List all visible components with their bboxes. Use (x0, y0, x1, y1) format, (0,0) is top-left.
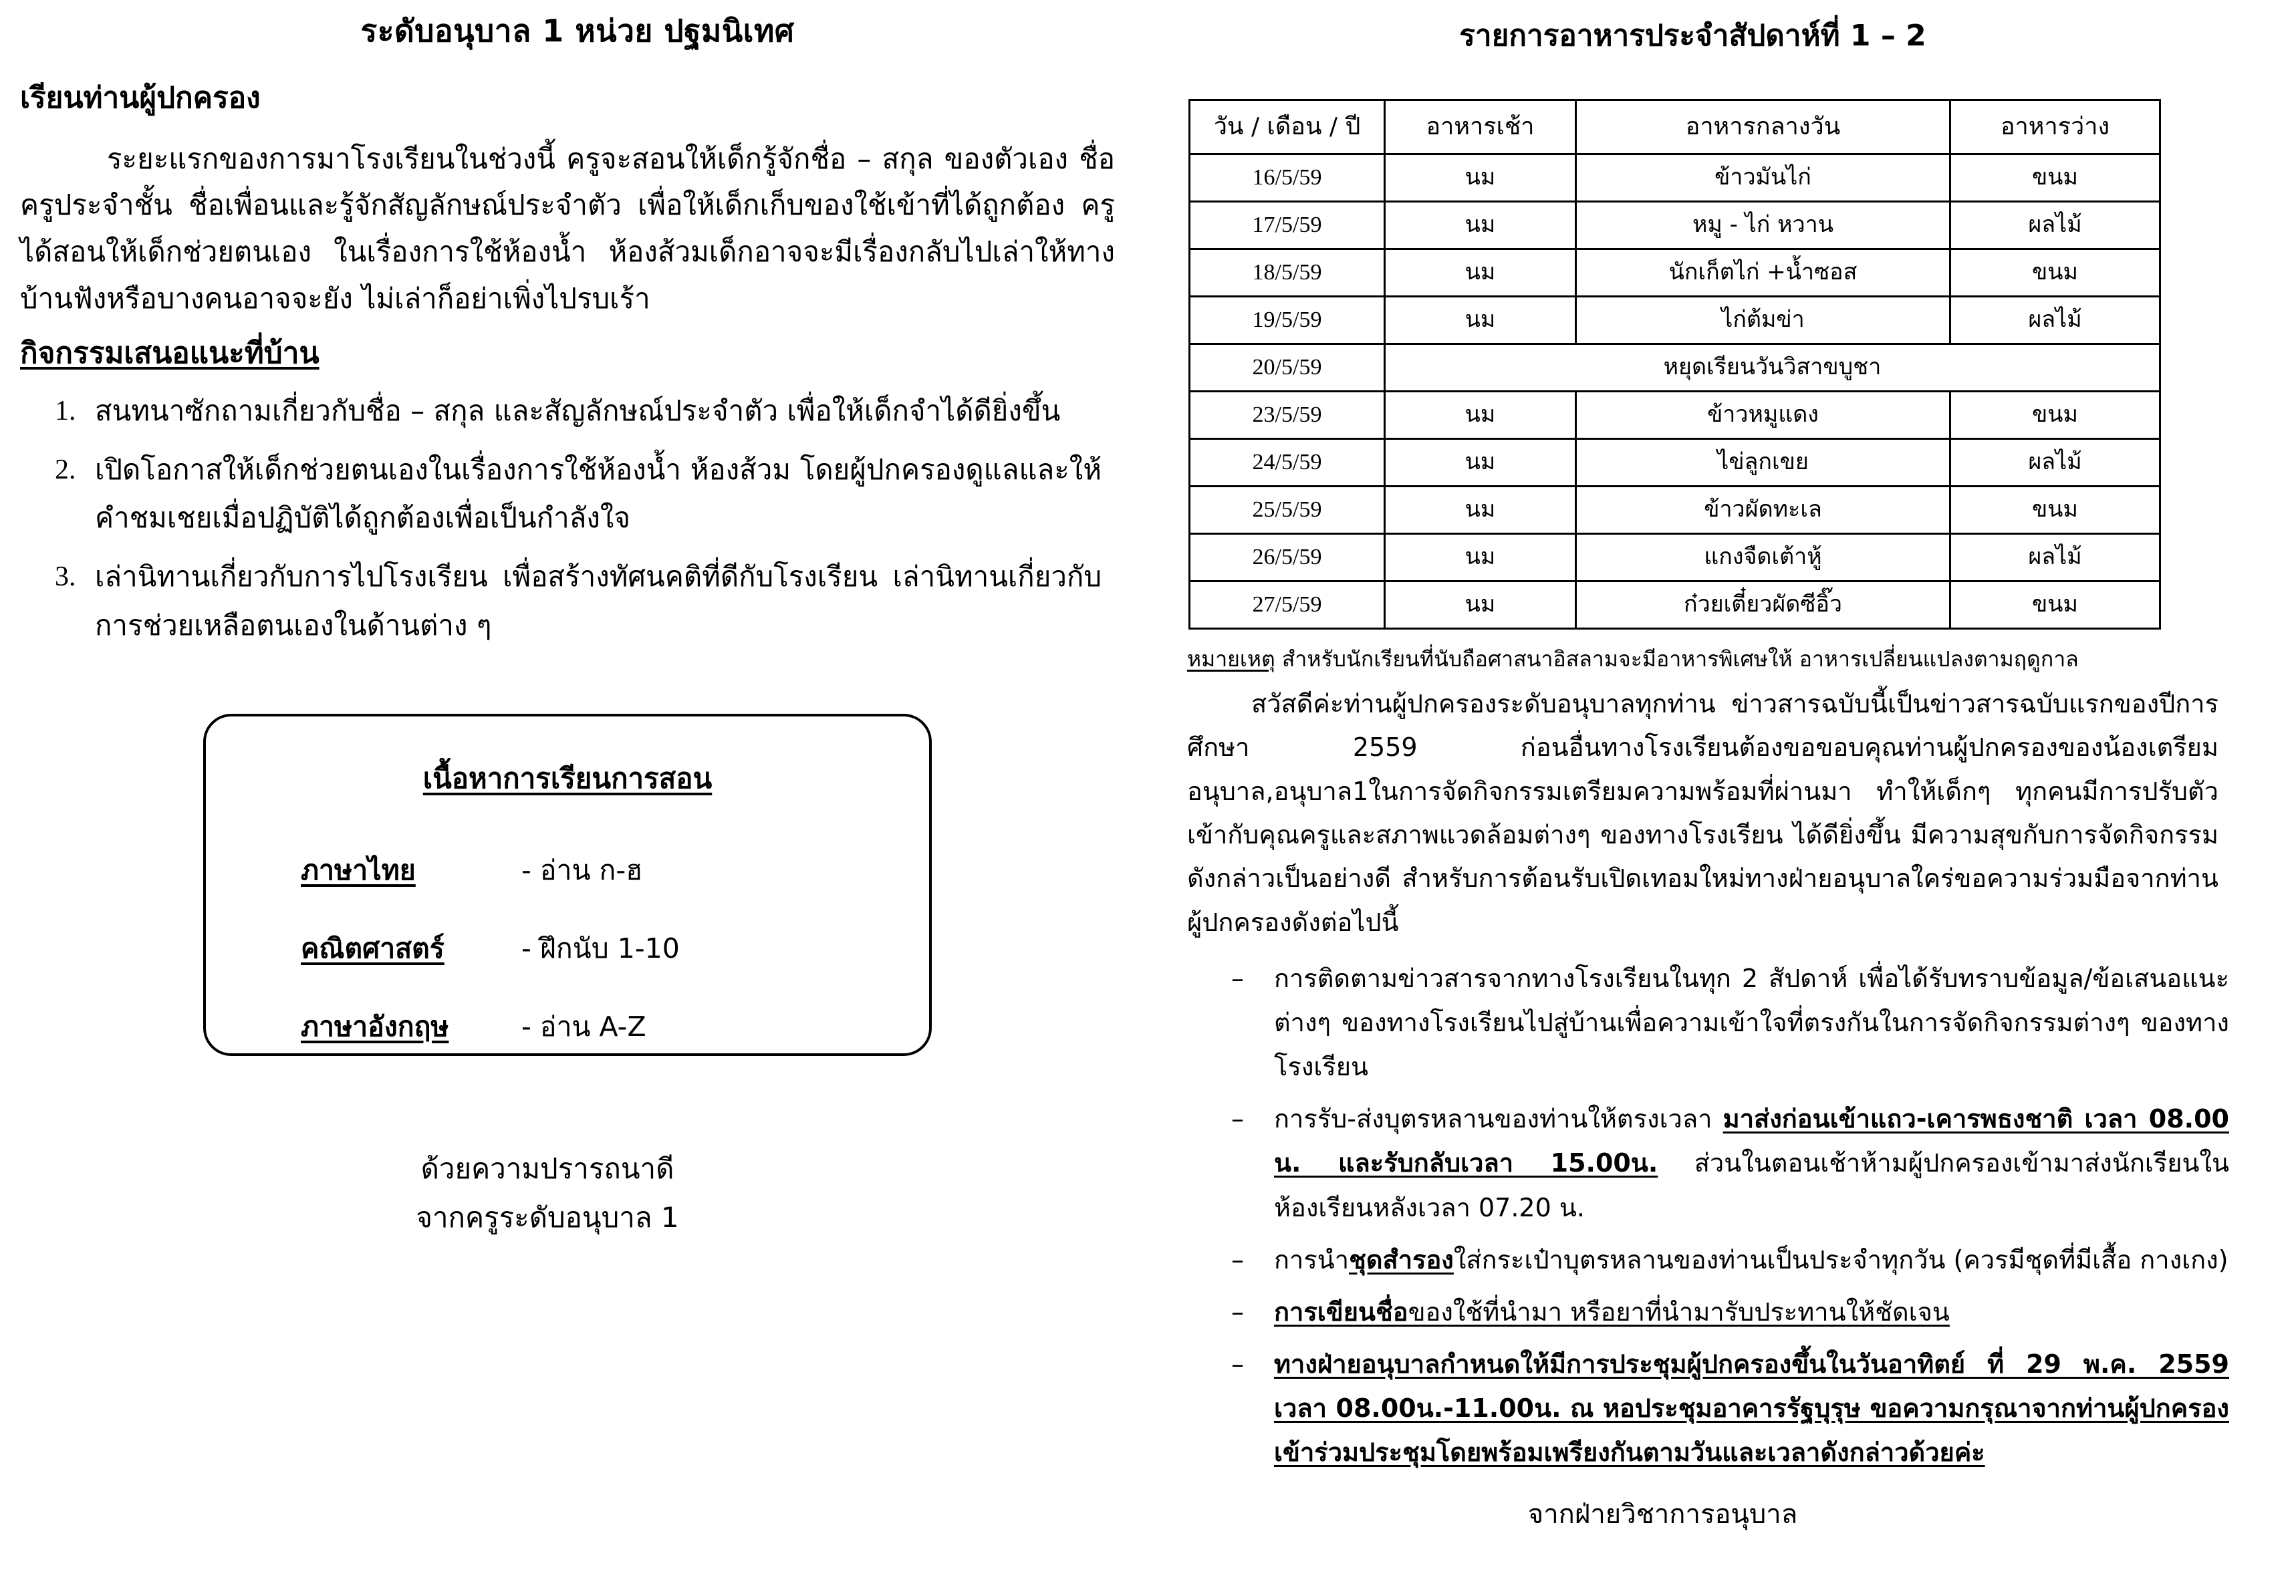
subject-name: ภาษาไทย (301, 853, 416, 886)
subject-name: คณิตศาสตร์ (301, 932, 444, 964)
notice-segment-emphasis: ชุดสำรอง (1349, 1244, 1454, 1275)
cell-lunch: ไข่ลูกเขย (1576, 439, 1950, 487)
notice-list-item (1223, 956, 2229, 1089)
notice-segment-emphasis: ทางฝ่ายอนุบาลกำหนดให้มีการประชุมผู้ปกครองขึ้นในวันอาทิตย์ ที่ 29 พ.ค. 2559 เวลา 08.00น.-11.00น. ณ หอประชุมอาคารรัฐบุรุษ ขอความกรุณาจากท่านผู้ปกครองเข้าร่วมประชุมโดยพร้อมเพรียงกันตามวันและเวลาดังกล่าวด้วยค่ะ (1274, 1349, 2229, 1468)
cell-snack: ผลไม้ (1950, 202, 2160, 249)
cell-snack: ขนม (1950, 487, 2160, 534)
activity-list-item: สนทนาซักถามเกี่ยวกับชื่อ – สกุล และสัญลักษณ์ประจำตัว เพื่อให้เด็กจำได้ดียิ่งขึ้น (95, 394, 1061, 427)
notice-segment: ส่วนในตอนเช้าห้ามผู้ปกครองเข้ามาส่งนักเรียนในห้องเรียนหลังเวลา 07.20 น. (1274, 1148, 2229, 1222)
cell-lunch: ข้าวหมูแดง (1576, 392, 1950, 439)
left-column-title: ระดับอนุบาล 1 หน่วย ปฐมนิเทศ (360, 13, 795, 49)
table-row (1190, 534, 2160, 581)
curriculum-box-title-text: เนื้อหาการเรียนการสอน (422, 761, 713, 795)
curriculum-box (203, 714, 932, 1056)
subject-description: - อ่าน ก-ฮ (521, 853, 643, 886)
column-header-lunch: อาหารกลางวัน (1576, 100, 1950, 154)
table-row (1190, 202, 2160, 249)
cell-date: 16/5/59 (1190, 154, 1385, 202)
right-column (1150, 0, 2296, 1596)
cell-breakfast: นม (1385, 439, 1576, 487)
curriculum-box-title (246, 757, 889, 801)
cell-breakfast: นม (1385, 581, 1576, 629)
cell-lunch: หมู - ไก่ หวาน (1576, 202, 1950, 249)
subject-name: ภาษาอังกฤษ (301, 1010, 449, 1043)
notice-list-item (1223, 1342, 2229, 1474)
cell-breakfast: นม (1385, 487, 1576, 534)
notice-list-item (1223, 1097, 2229, 1229)
cell-breakfast: นม (1385, 297, 1576, 344)
cell-date: 20/5/59 (1190, 344, 1385, 392)
table-row (1190, 392, 2160, 439)
cell-lunch: ไก่ต้มข่า (1576, 297, 1950, 344)
notice-segment: การนำ (1274, 1244, 1350, 1275)
notice-segment: การรับ-ส่งบุตรหลานของท่านให้ตรงเวลา (1274, 1104, 1723, 1134)
cell-holiday-note: หยุดเรียนวันวิสาขบูชา (1385, 344, 2160, 392)
table-row (1190, 249, 2160, 297)
subject-description: - อ่าน A-Z (521, 1010, 646, 1043)
right-closing-signature: จากฝ่ายวิชาการอนุบาล (1527, 1499, 1798, 1531)
cell-snack: ผลไม้ (1950, 297, 2160, 344)
subject-row (246, 849, 889, 892)
cell-date: 27/5/59 (1190, 581, 1385, 629)
greeting-paragraph: สวัสดีค่ะท่านผู้ปกครองระดับอนุบาลทุกท่าน ข่าวสารฉบับนี้เป็นข่าวสารฉบับแรกของปีการศึกษา 2559 ก่อนอื่นทางโรงเรียนต้องขอขอบคุณท่านผู้ปกครองของน้องเตรียมอนุบาล,อนุบาล1ในการจัดกิจกรรมเตรียมความพร้อมที่ผ่านมา ทำให้เด็กๆ ทุกคนมีการปรับตัว เข้ากับคุณครูและสภาพแวดล้อมต่างๆ ของทางโรงเรียน ได้ดียิ่งขึ้น มีความสุขกับการจัดกิจกรรมดังกล่าวเป็นอย่างดี สำหรับการต้อนรับเปิดเทอมใหม่ทางฝ่ายอนุบาลใคร่ขอความร่วมมือจากท่านผู้ปกครองดังต่อไปนี้ (1187, 688, 2218, 937)
cell-breakfast: นม (1385, 392, 1576, 439)
closing-line-signature: จากครูระดับอนุบาล 1 (416, 1201, 679, 1234)
subject-row (246, 1005, 889, 1049)
table-row (1190, 297, 2160, 344)
table-footnote-text: สำหรับนักเรียนที่นับถือศาสนาอิสลามจะมีอาหารพิเศษให้ อาหารเปลี่ยนแปลงตามฤดูกาล (1275, 646, 2079, 672)
cell-snack: ผลไม้ (1950, 534, 2160, 581)
activity-list-item: เล่านิทานเกี่ยวกับการไปโรงเรียน เพื่อสร้างทัศนคติที่ดีกับโรงเรียน เล่านิทานเกี่ยวกับการช่วยเหลือตนเองในด้านต่าง ๆ (95, 560, 1102, 642)
table-row (1190, 581, 2160, 629)
menu-title: รายการอาหารประจำสัปดาห์ที่ 1 – 2 (1459, 19, 1926, 53)
table-row-holiday (1190, 344, 2160, 392)
cell-lunch: ข้าวมันไก่ (1576, 154, 1950, 202)
cell-breakfast: นม (1385, 534, 1576, 581)
cell-lunch: ก๋วยเตี๋ยวผัดซีอิ๊ว (1576, 581, 1950, 629)
notice-list (1223, 956, 2229, 1474)
cell-snack: ขนม (1950, 392, 2160, 439)
notice-list-item (1223, 1238, 2229, 1282)
notice-list-item (1223, 1290, 2229, 1334)
cell-breakfast: นม (1385, 202, 1576, 249)
activity-list-item: เปิดโอกาสให้เด็กช่วยตนเองในเรื่องการใช้ห้องน้ำ ห้องส้วม โดยผู้ปกครองดูแลและให้คำชมเชยเมื่อปฏิบัติได้ถูกต้องเพื่อเป็นกำลังใจ (95, 452, 1102, 535)
notice-segment-emphasis: การเขียนชื่อ (1274, 1297, 1408, 1327)
activity-list (20, 387, 1115, 650)
column-header-breakfast: อาหารเช้า (1385, 100, 1576, 154)
cell-date: 25/5/59 (1190, 487, 1385, 534)
cell-lunch: แกงจืดเต้าหู้ (1576, 534, 1950, 581)
notice-segment-emphasis: มาส่งก่อนเข้าแถว-เคารพธงชาติ เวลา 08.00 น. และรับกลับเวลา 15.00น. (1274, 1104, 2229, 1178)
cell-lunch: ข้าวผัดทะเล (1576, 487, 1950, 534)
salutation: เรียนท่านผู้ปกครอง (20, 80, 261, 115)
cell-date: 18/5/59 (1190, 249, 1385, 297)
notice-segment: การติดตามข่าวสารจากทางโรงเรียนในทุก 2 สัปดาห์ เพื่อได้รับทราบข้อมูล/ข้อเสนอแนะต่างๆ ของทางโรงเรียนไปสู่บ้านเพื่อความเข้าใจที่ตรงกันในการจัดกิจกรรมต่างๆ ของทางโรงเรียน (1274, 963, 2229, 1082)
cell-breakfast: นม (1385, 249, 1576, 297)
table-header-row (1190, 100, 2160, 154)
cell-snack: ขนม (1950, 249, 2160, 297)
cell-date: 24/5/59 (1190, 439, 1385, 487)
intro-paragraph: ระยะแรกของการมาโรงเรียนในช่วงนี้ ครูจะสอนให้เด็กรู้จักชื่อ – สกุล ของตัวเอง ชื่อครูประจำชั้น ชื่อเพื่อนและรู้จักสัญลักษณ์ประจำตัว เพื่อให้เด็กเก็บของใช้เข้าที่ได้ถูกต้อง ครูได้สอนให้เด็กช่วยตนเอง ในเรื่องการใช้ห้องน้ำ ห้องส้วมเด็กอาจจะมีเรื่องกลับไปเล่าให้ทางบ้านฟังหรือบางคนอาจจะยัง ไม่เล่าก็อย่าเพิ่งไปรบเร้า (20, 142, 1115, 315)
cell-date: 19/5/59 (1190, 297, 1385, 344)
cell-date: 23/5/59 (1190, 392, 1385, 439)
notice-segment: ใส่กระเป๋าบุตรหลานของท่านเป็นประจำทุกวัน (ควรมีชุดที่มีเสื้อ กางเกง) (1453, 1244, 2228, 1275)
column-header-date: วัน / เดือน / ปี (1190, 100, 1385, 154)
table-footnote (1187, 644, 2236, 674)
cell-date: 26/5/59 (1190, 534, 1385, 581)
left-closing (20, 1144, 1115, 1242)
table-footnote-label: หมายเหตุ (1187, 646, 1275, 672)
cell-lunch: นักเก็ตไก่ +น้ำซอส (1576, 249, 1950, 297)
cell-snack: ขนม (1950, 154, 2160, 202)
closing-line-regards: ด้วยความปรารถนาดี (420, 1152, 674, 1185)
activities-heading-text: กิจกรรมเสนอแนะที่บ้าน (20, 336, 320, 370)
cell-breakfast: นม (1385, 154, 1576, 202)
table-row (1190, 487, 2160, 534)
column-header-snack: อาหารว่าง (1950, 100, 2160, 154)
subject-description: - ฝึกนับ 1-10 (521, 932, 680, 964)
table-row (1190, 439, 2160, 487)
cell-snack: ขนม (1950, 581, 2160, 629)
table-row (1190, 154, 2160, 202)
cell-date: 17/5/59 (1190, 202, 1385, 249)
weekly-menu-table (1188, 99, 2161, 630)
cell-snack: ผลไม้ (1950, 439, 2160, 487)
notice-segment: ของใช้ที่นำมา หรือยาที่นำมารับประทานให้ชัดเจน (1408, 1297, 1950, 1327)
subject-row (246, 927, 889, 970)
activities-heading (20, 334, 1115, 372)
